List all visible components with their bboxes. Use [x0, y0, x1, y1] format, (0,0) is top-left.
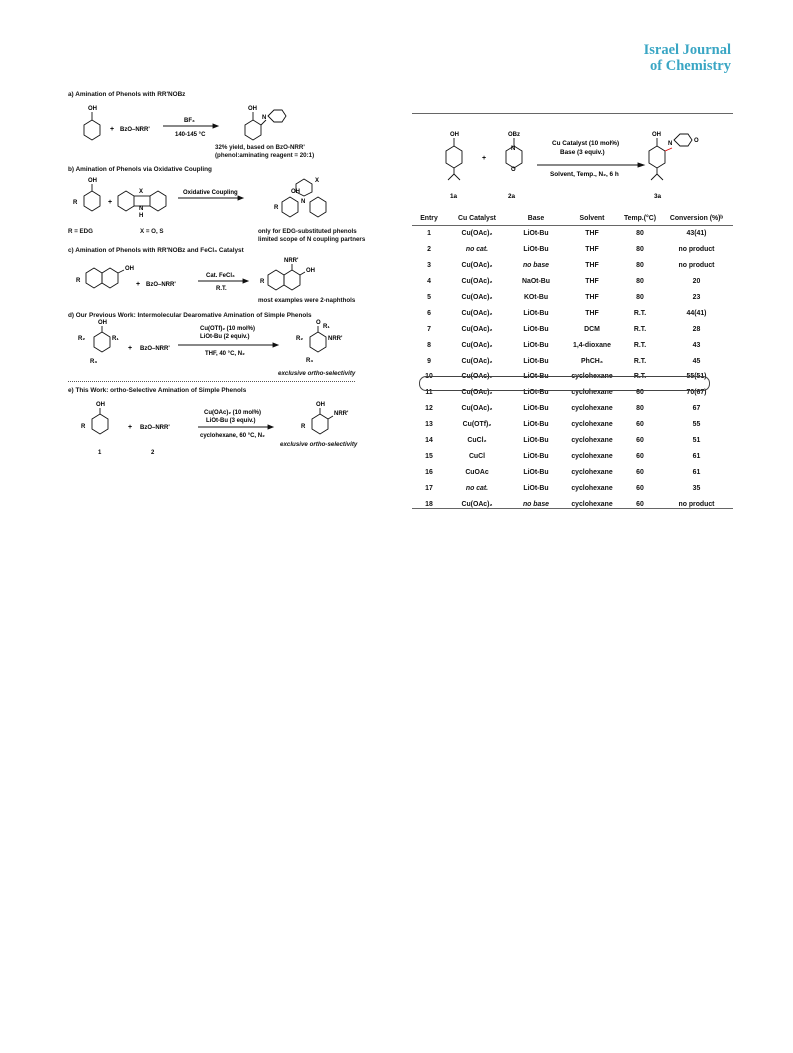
conversion-cell: 70(67)	[686, 389, 707, 397]
solvent-cell: cyclohexane	[571, 500, 613, 508]
scheme-a-reagent: BzO–NRR'	[120, 127, 150, 133]
catalyst-cell: Cu(OAc)₂	[461, 325, 493, 333]
temp-cell: 60	[636, 452, 644, 460]
reaction-oh-1a: OH	[450, 132, 459, 138]
scheme-divider	[68, 381, 355, 382]
scheme-b-oh: OH	[88, 178, 97, 184]
table-row	[412, 448, 733, 464]
scheme-c-product-nrr: NRR'	[284, 258, 299, 264]
catalyst-cell: CuCl₂	[467, 437, 487, 445]
base-cell: LiOt-Bu	[523, 484, 549, 492]
temp-cell: 60	[636, 468, 644, 476]
table-row	[412, 496, 733, 512]
scheme-a-product-oh: OH	[248, 106, 257, 112]
temp-cell: 80	[636, 278, 644, 286]
solvent-cell: 1,4-dioxane	[573, 341, 611, 349]
scheme-c-oh: OH	[125, 266, 134, 272]
scheme-a-cond-above: BF₃	[184, 118, 195, 124]
base-cell: LiOt-Bu	[523, 405, 549, 413]
reaction-cond1: Cu Catalyst (10 mol%)	[552, 140, 620, 147]
table-header-row	[412, 211, 733, 226]
conversion-cell: 44(41)	[686, 309, 707, 317]
scheme-e-cond3: cyclohexane, 60 °C, N₂	[200, 433, 265, 439]
scheme-d-r3: R₃	[90, 359, 98, 365]
temp-cell: R.T.	[633, 357, 647, 365]
scheme-d-product-r1: R₁	[323, 324, 330, 330]
reaction-obz: OBz	[508, 132, 520, 138]
conversion-cell: 43	[692, 341, 701, 349]
table-row	[412, 337, 733, 353]
catalyst-cell: Cu(OAc)₂	[461, 294, 493, 301]
scheme-e-diagram	[68, 396, 368, 460]
scheme-a-product-n: N	[262, 115, 267, 121]
base-cell: no base	[522, 500, 550, 508]
catalyst-cell: Cu(OAc)₂	[461, 405, 493, 413]
reaction-top-rule	[412, 113, 733, 114]
conversion-cell: 35	[692, 484, 701, 492]
table-row	[412, 321, 733, 337]
catalyst-cell: no cat.	[465, 246, 489, 254]
catalyst-cell: Cu(OAc)₂	[461, 230, 493, 238]
conversion-cell: 55(51)	[686, 373, 707, 381]
temp-cell: R.T.	[633, 309, 647, 317]
solvent-cell: cyclohexane	[571, 373, 613, 381]
reaction-cond2: Base (3 equiv.)	[560, 149, 605, 156]
catalyst-cell: Cu(OAc)₂	[461, 373, 493, 381]
solvent-cell: cyclohexane	[571, 452, 613, 460]
conversion-cell: 43(41)	[686, 230, 707, 238]
solvent-cell: cyclohexane	[571, 421, 613, 429]
table-row	[412, 480, 733, 496]
scheme-a-plus: +	[110, 126, 115, 133]
compound-1a-label: 1a	[450, 193, 458, 200]
conversion-cell: no product	[678, 262, 715, 270]
solvent-cell: cyclohexane	[571, 468, 613, 476]
conversion-cell: no product	[678, 246, 715, 254]
scheme-b-n: N	[139, 206, 144, 212]
table-row	[412, 290, 733, 306]
journal-title-line1: Israel Journal	[643, 42, 731, 58]
col-base: Base	[508, 211, 564, 226]
conversion-cell: 51	[692, 437, 701, 445]
solvent-cell: THF	[585, 278, 599, 286]
scheme-b-x-def: X = O, S	[140, 228, 164, 235]
entry-cell: 5	[427, 294, 431, 301]
scheme-d-r2: R₂	[78, 336, 85, 342]
scheme-b-label: b) Amination of Phenols via Oxidative Coupling	[68, 166, 212, 173]
scheme-d-reagent: BzO–NRR'	[140, 346, 170, 352]
table-row	[412, 401, 733, 417]
scheme-a-note2: (phenol:aminating reagent = 20:1)	[215, 152, 315, 159]
scheme-b-product-r: R	[274, 205, 279, 211]
scheme-d-r1: R₁	[112, 336, 119, 342]
temp-cell: 60	[636, 389, 644, 397]
temp-cell: R.T.	[633, 341, 647, 349]
scheme-b-product-n: N	[301, 199, 306, 205]
temp-cell: 60	[636, 500, 644, 508]
conversion-cell: 61	[692, 452, 701, 460]
table-body	[412, 226, 733, 513]
conversion-cell: 23	[692, 294, 701, 301]
catalyst-cell: Cu(OAc)₂	[461, 389, 493, 397]
catalyst-cell: CuCl	[468, 452, 486, 460]
base-cell: NaOt-Bu	[522, 278, 550, 286]
temp-cell: 80	[636, 405, 644, 413]
temp-cell: 60	[636, 484, 644, 492]
scheme-d-product-r2: R₂	[296, 336, 303, 342]
base-cell: LiOt-Bu	[523, 309, 549, 317]
temp-cell: 80	[636, 246, 644, 254]
base-cell: LiOt-Bu	[523, 325, 549, 333]
base-cell: LiOt-Bu	[523, 230, 549, 238]
scheme-a-note1: 32% yield, based on BzO-NRR'	[215, 144, 305, 151]
reaction-n-3a: N	[668, 141, 673, 147]
scheme-c-label: c) Amination of Phenols with RR'NOBz and FeCl₃ Catalyst	[68, 247, 244, 254]
scheme-c-r: R	[76, 278, 81, 284]
entry-cell: 14	[425, 437, 433, 445]
solvent-cell: cyclohexane	[571, 484, 613, 492]
reaction-scheme	[412, 116, 733, 206]
table-row	[412, 242, 733, 258]
entry-cell: 7	[427, 325, 431, 333]
scheme-c-diagram	[68, 256, 368, 298]
temp-cell: 80	[636, 294, 644, 301]
optimization-table	[412, 211, 733, 512]
col-conversion: Conversion (%)ᵇ	[660, 211, 733, 226]
scheme-b-note1: only for EDG-substituted phenols	[258, 228, 357, 235]
solvent-cell: THF	[585, 230, 599, 238]
scheme-e-r: R	[81, 424, 86, 430]
catalyst-cell: Cu(OAc)₂	[461, 309, 493, 317]
entry-cell: 10	[425, 373, 433, 381]
catalyst-cell: Cu(OAc)₂	[461, 500, 493, 508]
scheme-b-r: R	[73, 200, 78, 206]
base-cell: LiOt-Bu	[523, 437, 549, 445]
reaction-cond3: Solvent, Temp., N₂, 6 h	[550, 171, 619, 178]
entry-cell: 16	[425, 468, 433, 476]
catalyst-cell: CuOAc	[465, 468, 489, 476]
col-temp: Temp.(°C)	[620, 211, 660, 226]
scheme-c-product-oh: OH	[306, 268, 315, 274]
reaction-plus: +	[482, 155, 487, 162]
col-solvent: Solvent	[564, 211, 620, 226]
entry-cell: 12	[425, 405, 433, 413]
base-cell: no base	[522, 262, 550, 270]
entry-cell: 18	[425, 500, 433, 508]
base-cell: LiOt-Bu	[523, 357, 549, 365]
scheme-c-cond-below: R.T.	[216, 286, 227, 292]
scheme-b-plus: +	[108, 199, 113, 206]
solvent-cell: cyclohexane	[571, 405, 613, 413]
col-entry: Entry	[412, 211, 446, 226]
scheme-e-product-r: R	[301, 424, 306, 430]
conversion-cell: 20	[692, 278, 701, 286]
temp-cell: R.T.	[633, 325, 647, 333]
conversion-cell: 61	[692, 468, 701, 476]
entry-cell: 2	[427, 246, 431, 254]
scheme-d-cond3: THF, 40 °C, N₂	[205, 351, 245, 357]
table-row	[412, 274, 733, 290]
solvent-cell: THF	[585, 246, 599, 254]
temp-cell: 60	[636, 437, 644, 445]
table-row	[412, 305, 733, 321]
scheme-d-oh: OH	[98, 320, 107, 326]
scheme-a-label: a) Amination of Phenols with RR'NOBz	[68, 91, 186, 98]
scheme-d-product-r3: R₃	[306, 358, 314, 364]
base-cell: LiOt-Bu	[523, 246, 549, 254]
scheme-b-diagram	[68, 175, 368, 233]
table-bottom-rule	[412, 508, 733, 509]
solvent-cell: THF	[585, 309, 599, 317]
scheme-d-plus: +	[128, 345, 133, 352]
base-cell: LiOt-Bu	[523, 389, 549, 397]
base-cell: LiOt-Bu	[523, 421, 549, 429]
catalyst-cell: Cu(OAc)₂	[461, 278, 493, 286]
scheme-e-plus: +	[128, 424, 133, 431]
scheme-b-product-x: X	[315, 178, 320, 184]
base-cell: LiOt-Bu	[523, 452, 549, 460]
scheme-d-note: exclusive ortho-selectivity	[278, 370, 356, 377]
table-row	[412, 433, 733, 449]
entry-cell: 11	[425, 389, 433, 397]
base-cell: LiOt-Bu	[523, 373, 549, 381]
solvent-cell: PhCH₃	[581, 357, 603, 365]
compound-1-label: 1	[98, 450, 102, 456]
catalyst-cell: Cu(OAc)₂	[461, 341, 493, 349]
scheme-b-note2: limited scope of N coupling partners	[258, 236, 366, 243]
scheme-e-note: exclusive ortho-selectivity	[280, 441, 358, 448]
reaction-o-2a: O	[511, 167, 516, 173]
solvent-cell: cyclohexane	[571, 437, 613, 445]
scheme-d-cond1: Cu(OTf)₂ (10 mol%)	[200, 326, 255, 332]
scheme-b-h: H	[139, 213, 144, 219]
scheme-e-cond2: LiOt-Bu (3 equiv.)	[206, 418, 256, 424]
catalyst-cell: Cu(OTf)₂	[462, 421, 492, 429]
entry-cell: 4	[427, 278, 431, 286]
entry-cell: 9	[427, 357, 431, 365]
catalyst-cell: Cu(OAc)₂	[461, 262, 493, 270]
conversion-cell: 28	[692, 325, 701, 333]
scheme-e-reagent: BzO–NRR'	[140, 425, 170, 431]
entry-cell: 3	[427, 262, 431, 270]
solvent-cell: cyclohexane	[571, 389, 613, 397]
conversion-cell: 67	[692, 405, 701, 413]
scheme-c-reagent: BzO–NRR'	[146, 282, 176, 288]
reaction-oh-3a: OH	[652, 132, 661, 138]
scheme-a-diagram	[68, 100, 368, 160]
scheme-d-cond2: LiOt-Bu (2 equiv.)	[200, 334, 250, 340]
scheme-e-product-nrr: NRR'	[334, 411, 349, 417]
scheme-e-cond1: Cu(OAc)₂ (10 mol%)	[204, 410, 262, 416]
compound-3a-label: 3a	[654, 193, 662, 200]
conversion-cell: 55	[692, 421, 701, 429]
scheme-d-label: d) Our Previous Work: Intermolecular Dearomative Amination of Simple Phenols	[68, 312, 312, 319]
scheme-d-product-o: O	[316, 320, 321, 326]
scheme-e-oh: OH	[96, 402, 105, 408]
compound-2-label: 2	[151, 450, 155, 456]
scheme-b-product-oh: OH	[291, 189, 300, 195]
scheme-c-product-r: R	[260, 279, 265, 285]
catalyst-cell: no cat.	[465, 484, 489, 492]
journal-title	[644, 42, 731, 74]
entry-cell: 6	[427, 309, 431, 317]
scheme-b-cond: Oxidative Coupling	[183, 190, 238, 196]
entry-cell: 1	[427, 230, 431, 238]
col-catalyst: Cu Catalyst	[446, 211, 508, 226]
base-cell: LiOt-Bu	[523, 468, 549, 476]
temp-cell: 80	[636, 262, 644, 270]
temp-cell: 80	[636, 230, 644, 238]
scheme-d-diagram	[68, 320, 368, 370]
journal-title-line2: of Chemistry	[650, 58, 731, 74]
scheme-d-product-nrr: NRR'	[328, 336, 343, 342]
scheme-c-cond-above: Cat. FeCl₃	[206, 273, 235, 279]
optimal-entry-highlight	[419, 376, 710, 391]
scheme-a-cond-below: 140-145 °C	[175, 132, 206, 138]
scheme-c-note: most examples were 2-naphthols	[258, 297, 356, 304]
temp-cell: 60	[636, 421, 644, 429]
entry-cell: 8	[427, 341, 431, 349]
table-row	[412, 417, 733, 433]
compound-2a-label: 2a	[508, 193, 516, 200]
table-row	[412, 464, 733, 480]
catalyst-cell: Cu(OAc)₂	[461, 357, 493, 365]
scheme-b-x: X	[139, 189, 144, 195]
solvent-cell: THF	[585, 262, 599, 270]
solvent-cell: DCM	[584, 325, 600, 333]
scheme-e-label: e) This Work: ortho-Selective Amination of Simple Phenols	[68, 387, 247, 394]
table-row	[412, 258, 733, 274]
conversion-cell: 45	[692, 357, 701, 365]
table-row	[412, 353, 733, 369]
entry-cell: 15	[425, 452, 433, 460]
scheme-a-oh: OH	[88, 106, 97, 112]
conversion-cell: no product	[678, 500, 715, 508]
entry-cell: 17	[425, 484, 433, 492]
table-row	[412, 226, 733, 242]
scheme-b-r-def: R = EDG	[68, 228, 93, 235]
scheme-e-product-oh: OH	[316, 402, 325, 408]
base-cell: LiOt-Bu	[523, 341, 549, 349]
temp-cell: R.T.	[633, 373, 647, 381]
solvent-cell: THF	[585, 294, 599, 301]
reaction-o-3a: O	[694, 138, 699, 144]
entry-cell: 13	[425, 421, 433, 429]
scheme-c-plus: +	[136, 281, 141, 288]
base-cell: KOt-Bu	[523, 294, 549, 301]
reaction-n-2a: N	[511, 146, 516, 152]
